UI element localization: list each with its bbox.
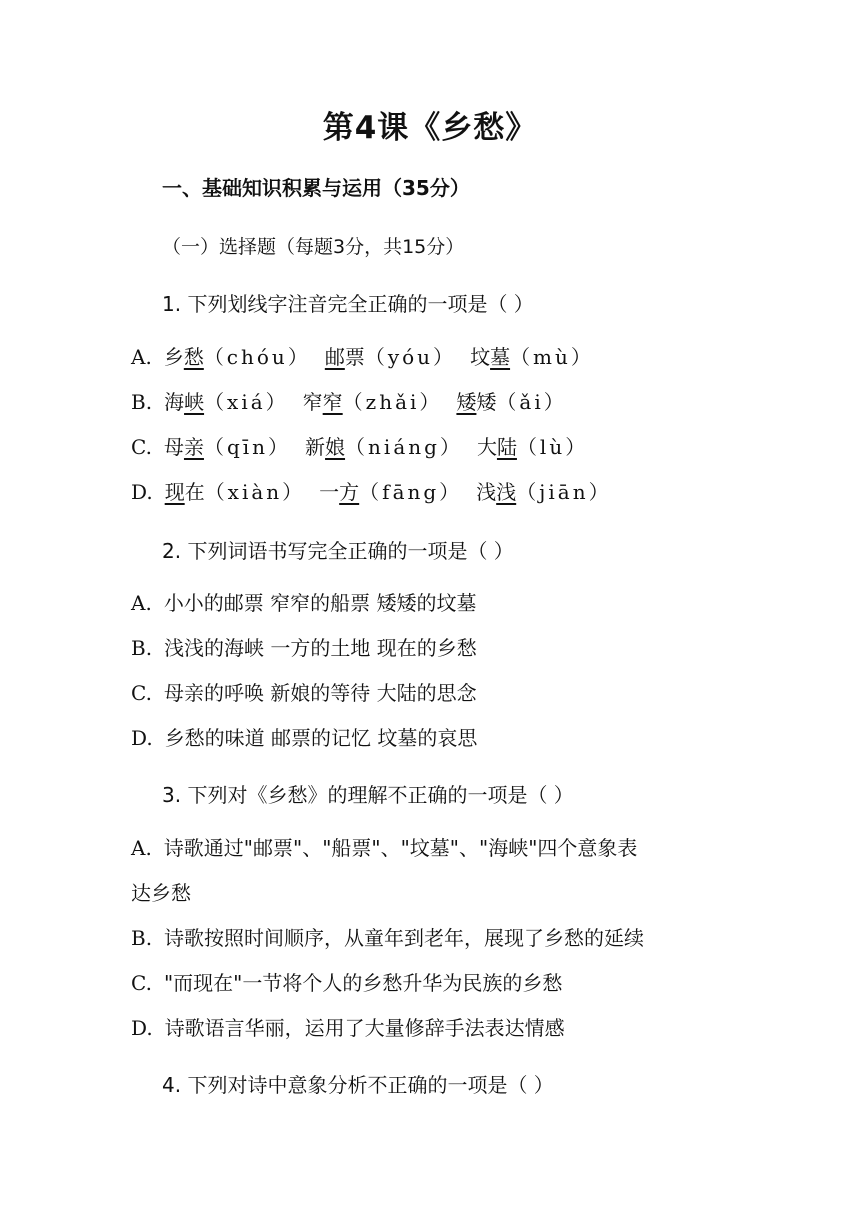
pinyin: （xiàn） [204,480,306,504]
option-word [325,345,456,369]
option-text: 母亲的呼唤 新娘的等待 大陆的思念 [163,681,477,705]
option-label: C. [131,435,152,459]
pinyin: （jiān） [516,480,612,504]
underlined-character: 愁 [183,345,204,369]
option-label: A. [131,591,152,615]
option-label: C. [131,971,152,995]
underlined-character: 邮 [324,345,345,369]
word-suffix: 在 [184,480,205,504]
word-suffix: 票 [344,345,365,369]
word-prefix: 大 [476,435,497,459]
question-1-option-a [131,341,594,370]
word-prefix: 窄 [302,390,323,414]
option-word [303,390,443,414]
question-2-option-c [131,677,477,706]
subsection-heading: （一）选择题（每题3分，共15分） [162,236,465,258]
page-title: 第4课《乡愁》 [322,110,538,146]
question-2-option-b [131,632,477,661]
question-3-option-a-continued: 达乡愁 [131,881,191,905]
underlined-character: 娘 [325,435,346,459]
option-label: C. [131,681,152,705]
question-2-stem: 2. 下列词语书写完全正确的一项是（ ） [162,539,514,563]
pinyin: （ǎi） [496,390,567,414]
option-word [476,480,611,504]
option-label: B. [131,926,153,950]
option-word [164,435,291,459]
option-text: 诗歌语言华丽，运用了大量修辞手法表达情感 [164,1016,565,1040]
option-word [456,390,566,414]
word-prefix: 一 [319,480,340,504]
pinyin: （fāng） [359,480,463,504]
option-label: A. [131,836,152,860]
underlined-character: 方 [339,480,360,504]
option-text: 乡愁的味道 邮票的记忆 坟墓的哀思 [164,726,478,750]
option-label: D. [131,480,153,504]
pinyin: （qīn） [203,435,292,459]
underlined-character: 峡 [184,390,205,414]
word-prefix: 浅 [476,480,497,504]
underlined-character: 现 [164,480,185,504]
question-3-stem: 3. 下列对《乡愁》的理解不正确的一项是（ ） [162,783,574,807]
word-suffix: 矮 [476,390,497,414]
option-word [319,480,462,504]
option-label: B. [131,390,153,414]
underlined-character: 窄 [322,390,343,414]
question-2-option-d [131,722,477,751]
question-1-option-b [131,386,567,415]
option-label: B. [131,636,153,660]
word-prefix: 新 [305,435,326,459]
option-word [165,480,305,504]
question-1-option-c [131,431,588,460]
question-3-option-c [131,967,562,996]
word-prefix: 海 [164,390,185,414]
question-3-option-b [131,922,644,951]
pinyin: （zhǎi） [342,390,443,414]
underlined-character: 墓 [490,345,511,369]
option-text: 小小的邮票 窄窄的船票 矮矮的坟墓 [163,591,477,615]
option-text: 诗歌通过"邮票"、"船票"、"坟墓"、"海峡"四个意象表 [163,836,638,860]
underlined-character: 浅 [496,480,517,504]
option-word [470,345,594,369]
pinyin: （chóu） [203,345,311,369]
pinyin: （yóu） [364,345,457,369]
option-word [164,390,289,414]
question-1-stem: 1. 下列划线字注音完全正确的一项是（ ） [162,292,534,316]
option-word [164,345,311,369]
underlined-character: 矮 [456,390,477,414]
question-3-option-d [131,1012,565,1041]
option-label: D. [131,1016,153,1040]
question-3-option-a [131,832,637,861]
pinyin: （xiá） [204,390,289,414]
question-2-option-a [131,587,477,616]
option-text: 诗歌按照时间顺序，从童年到老年，展现了乡愁的延续 [164,926,645,950]
underlined-character: 亲 [183,435,204,459]
option-word [305,435,463,459]
question-4-stem: 4. 下列对诗中意象分析不正确的一项是（ ） [162,1073,554,1097]
option-label: A. [131,345,152,369]
word-prefix: 母 [163,435,184,459]
pinyin: （lù） [516,435,589,459]
section-heading: 一、基础知识积累与运用（35分） [162,176,470,200]
word-prefix: 坟 [470,345,491,369]
underlined-character: 陆 [496,435,517,459]
option-label: D. [131,726,153,750]
pinyin: （niáng） [345,435,463,459]
option-text: 浅浅的海峡 一方的土地 现在的乡愁 [164,636,477,660]
word-prefix: 乡 [163,345,184,369]
option-word [477,435,588,459]
question-1-option-d [131,476,612,505]
option-text: "而现在"一节将个人的乡愁升华为民族的乡愁 [163,971,563,995]
pinyin: （mù） [510,345,594,369]
